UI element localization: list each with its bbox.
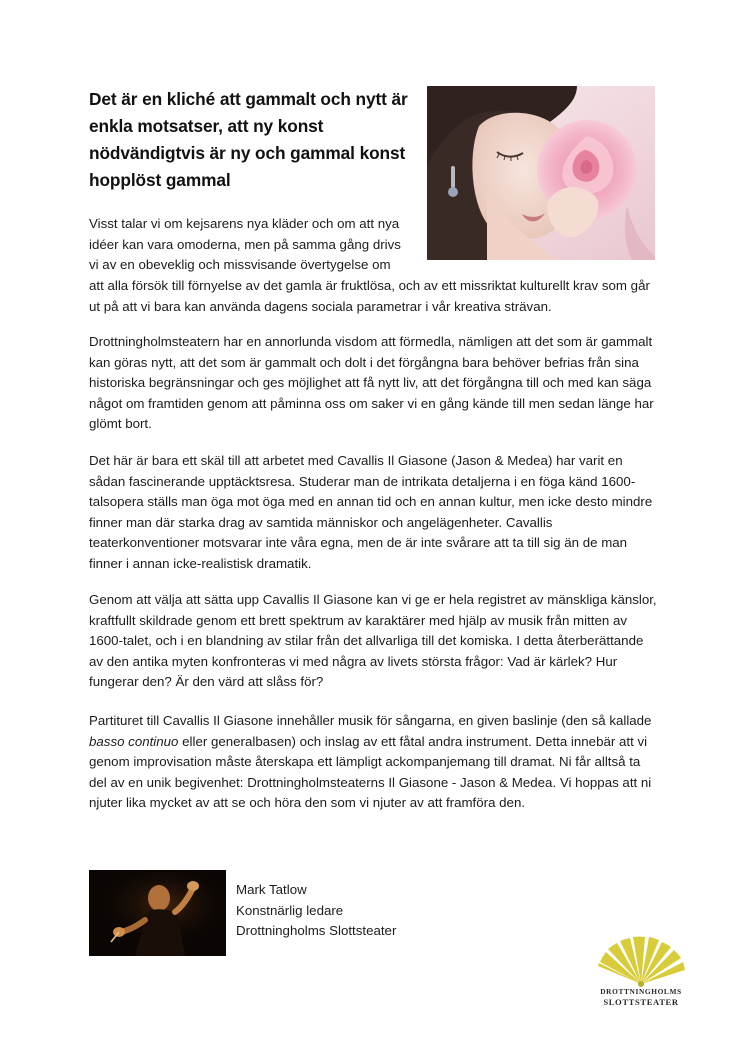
hero-photo-woman-with-rose <box>427 86 655 260</box>
paragraph-5-italic-term: basso continuo <box>89 733 179 749</box>
conductor-photo <box>89 870 226 956</box>
paragraph-1-intro: Visst talar vi om kejsarens nya kläder och om att nya idéer kan vara omoderna, men på samma gång drivs vi av en obeveklig och missvisande övertygelse om <box>89 216 401 272</box>
signature-name: Mark Tatlow <box>236 882 307 897</box>
paragraph-5 <box>89 711 659 814</box>
signature-organization: Drottningholms Slottsteater <box>236 923 397 938</box>
paragraph-5-text-end: eller generalbasen) och inslag av ett fåtal andra instrument. Detta innebär att vi genom improvisation måste återskapa ett lämpligt ackompanjemang till dramat. Ni får alltså ta del av en unik begivenhet: Drottningholmsteaterns Il Giasone - Jason & Medea. Vi hoppas att ni njuter lika mycket av att se och höra den som vi njuter av att framföra den. <box>89 733 652 810</box>
paragraph-5-text-start: Partituret till Cavallis Il Giasone innehåller musik för sångarna, en given baslinje (den så kallade <box>89 713 652 728</box>
logo-text-line-2: SLOTTSTEATER <box>603 997 679 1007</box>
paragraph-1-continuation: att alla försök till förnyelse av det gamla är fruktlösa, och av ett missriktat kulturellt krav som går ut på att vi bara kan använda dagens sociala parametrar i vår kreativa strävan. <box>89 278 650 314</box>
paragraph-3: Det här är bara ett skäl till att arbetet med Cavallis Il Giasone (Jason & Medea) har varit en sådan fascinerande upptäcktsresa. Studerar man de intrikata detaljerna i en föga känd 1600-talsopera ställs man öga mot öga med en annan tid och en annan kultur, men icke desto mindre finner man där starka drag av samtida människor och angelägenheter. Cavallis teaterkonventioner motsvarar inte våra egna, men de är inte svårare att ta till sig än de man finner i annan icke-realistisk dramatik. <box>89 453 653 571</box>
article-heading: Det är en kliché att gammalt och nytt är enkla motsatser, att ny konst nödvändigtvis är ny och gammal konst hopplöst gammal <box>89 89 408 190</box>
logo-text-line-1: DROTTNINGHOLMS <box>600 987 682 996</box>
paragraph-4: Genom att välja att sätta upp Cavallis Il Giasone kan vi ge er hela registret av mänskliga känslor, kraftfullt skildrade genom ett brett spektrum av karaktärer med hjälp av musik från mitten av 1600-talet, och i en blandning av stilar från det allvarliga till det komiska. I detta återberättande av den antika myten konfronteras vi med några av livets största frågor: Vad är kärlek? Hur fungerar den? Är den värd att slåss för? <box>89 592 657 689</box>
paragraph-2: Drottningholmsteatern har en annorlunda visdom att förmedla, nämligen att det som är gammalt kan göras nytt, att det som är gammalt och dolt i det förgångna bara behöver befrias från sina historiska begränsningar och ges möjlighet att få nytt liv, att det förgångna till och med kan säga något om framtiden genom att påminna oss om saker vi en gång kände till men sedan länge har glömt bort. <box>89 334 654 431</box>
signature-block <box>236 880 396 942</box>
signature-title: Konstnärlig ledare <box>236 902 344 918</box>
